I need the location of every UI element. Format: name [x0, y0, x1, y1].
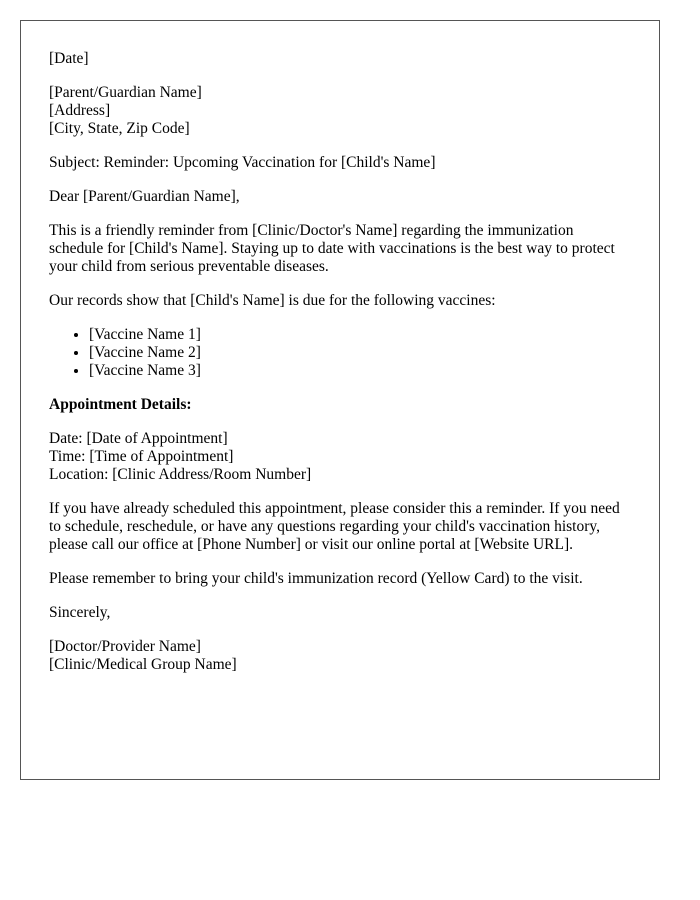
- letter-salutation: Dear [Parent/Guardian Name],: [49, 188, 240, 205]
- recipient-address-block: [49, 84, 631, 138]
- vaccine-list-item: • [Vaccine Name 1]: [89, 326, 631, 344]
- letter-document: [20, 20, 660, 780]
- appointment-location: Location: [Clinic Address/Room Number]: [49, 466, 312, 483]
- letter-date: [Date]: [49, 50, 89, 67]
- vaccine-list-item: • [Vaccine Name 3]: [89, 362, 631, 380]
- vaccines-intro: Our records show that [Child's Name] is due for the following vaccines:: [49, 292, 496, 309]
- appointment-date: Date: [Date of Appointment]: [49, 430, 228, 447]
- recipient-name: [Parent/Guardian Name]: [49, 84, 202, 101]
- intro-paragraph: This is a friendly reminder from [Clinic/Doctor's Name] regarding the immunization schedule for [Child's Name]. Staying up to date with vaccinations is the best way to protect your child from serious preventable diseases.: [49, 222, 615, 275]
- appointment-details: [49, 430, 631, 484]
- letter-subject: Subject: Reminder: Upcoming Vaccination for [Child's Name]: [49, 154, 436, 171]
- signature-clinic: [Clinic/Medical Group Name]: [49, 656, 237, 673]
- signature-provider: [Doctor/Provider Name]: [49, 638, 201, 655]
- appointment-time: Time: [Time of Appointment]: [49, 448, 234, 465]
- recipient-address: [Address]: [49, 102, 111, 119]
- vaccine-list-item: • [Vaccine Name 2]: [89, 344, 631, 362]
- recipient-city-state-zip: [City, State, Zip Code]: [49, 120, 190, 137]
- signature-block: [49, 638, 631, 674]
- appointment-heading: Appointment Details:: [49, 396, 192, 413]
- schedule-paragraph: If you have already scheduled this appointment, please consider this a reminder. If you need to schedule, reschedule, or have any questions regarding your child's vaccination history, please call our office at [Phone Number] or visit our online portal at [Website URL].: [49, 500, 620, 553]
- reminder-paragraph: Please remember to bring your child's immunization record (Yellow Card) to the visit.: [49, 570, 583, 587]
- vaccine-list: [49, 326, 631, 380]
- letter-closing: Sincerely,: [49, 604, 111, 621]
